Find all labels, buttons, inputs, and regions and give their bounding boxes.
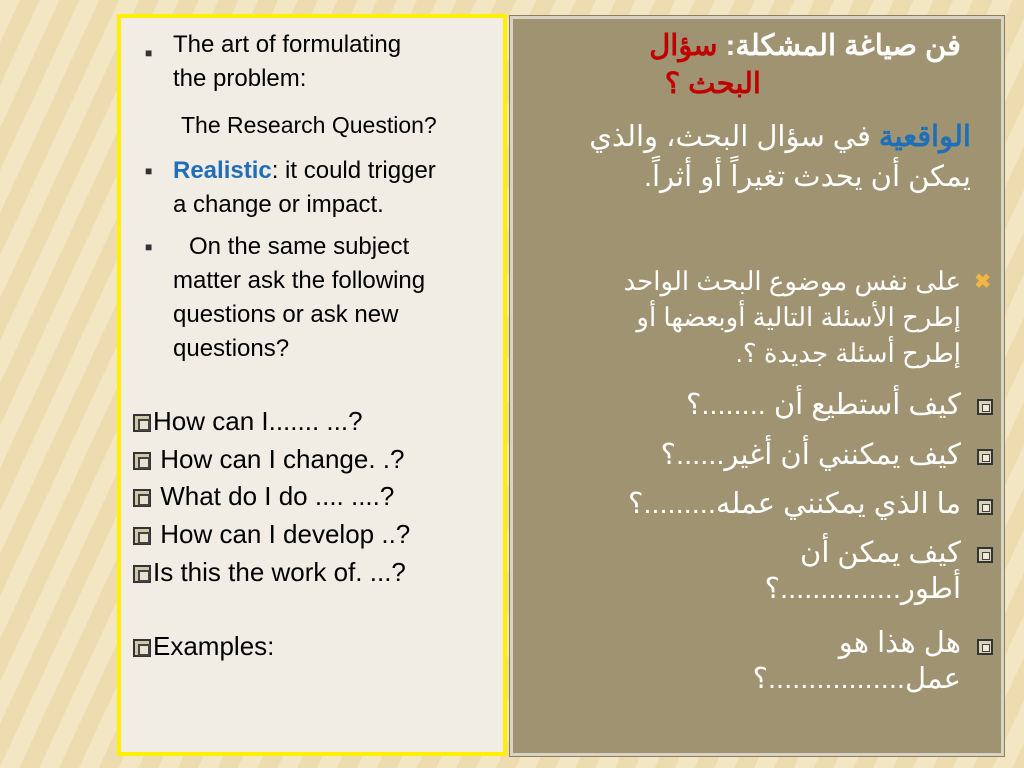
question-how-can-i-change: How can I change. .? xyxy=(133,444,404,474)
english-text-panel xyxy=(117,14,507,756)
bullet-same-subject: On the same subject matter ask the following questions or ask new questions? xyxy=(173,233,426,362)
arabic-text-panel xyxy=(510,16,1004,756)
arabic-title: فن صياغة المشكلة: سؤال البحث ؟ xyxy=(649,30,961,100)
box-icon xyxy=(133,452,151,470)
box-icon xyxy=(133,489,151,507)
question-how-can-i-develop: How can I develop ..? xyxy=(133,519,410,549)
research-question-subline: The Research Question? xyxy=(181,112,437,138)
box-icon xyxy=(133,565,151,583)
examples-label: Examples: xyxy=(133,631,274,661)
box-icon xyxy=(977,499,993,515)
arabic-question-2: كيف يمكنني أن أغير......؟ xyxy=(660,439,961,471)
bullet-formulating: The art of formulating the problem: xyxy=(173,31,402,92)
arabic-question-3: ما الذي يمكنني عمله.........؟ xyxy=(627,488,961,520)
square-bullet-icon: ■ xyxy=(145,164,153,178)
box-icon xyxy=(977,639,993,655)
bullet-realistic: Realistic: it could trigger a change or impact. xyxy=(173,157,436,218)
box-icon xyxy=(133,414,151,432)
x-bullet-icon: ✖ xyxy=(974,271,991,293)
box-icon xyxy=(977,449,993,465)
question-how-can-i: How can I....... ...? xyxy=(133,406,363,436)
question-what-do-i-do: What do I do .... ....? xyxy=(133,481,394,511)
square-bullet-icon: ■ xyxy=(145,46,153,60)
arabic-question-4: كيف يمكن أن أطور...............؟ xyxy=(764,537,961,605)
box-icon xyxy=(977,399,993,415)
question-is-this-the-work: Is this the work of. ...? xyxy=(133,557,406,587)
square-bullet-icon: ■ xyxy=(145,240,153,254)
arabic-realistic-paragraph: الواقعية في سؤال البحث، والذي يمكن أن يحدث تغيراً أو أثراً. xyxy=(589,121,971,193)
box-icon xyxy=(133,639,151,657)
arabic-question-1: كيف أستطيع أن ........؟ xyxy=(685,389,961,421)
box-icon xyxy=(133,527,151,545)
box-icon xyxy=(977,547,993,563)
arabic-same-subject-paragraph: على نفس موضوع البحث الواحد إطرح الأسئلة التالية أوبعضها أو إطرح أسئلة جديدة ؟. xyxy=(623,266,961,368)
arabic-question-5: هل هذا هو عمل.................؟ xyxy=(752,627,961,695)
